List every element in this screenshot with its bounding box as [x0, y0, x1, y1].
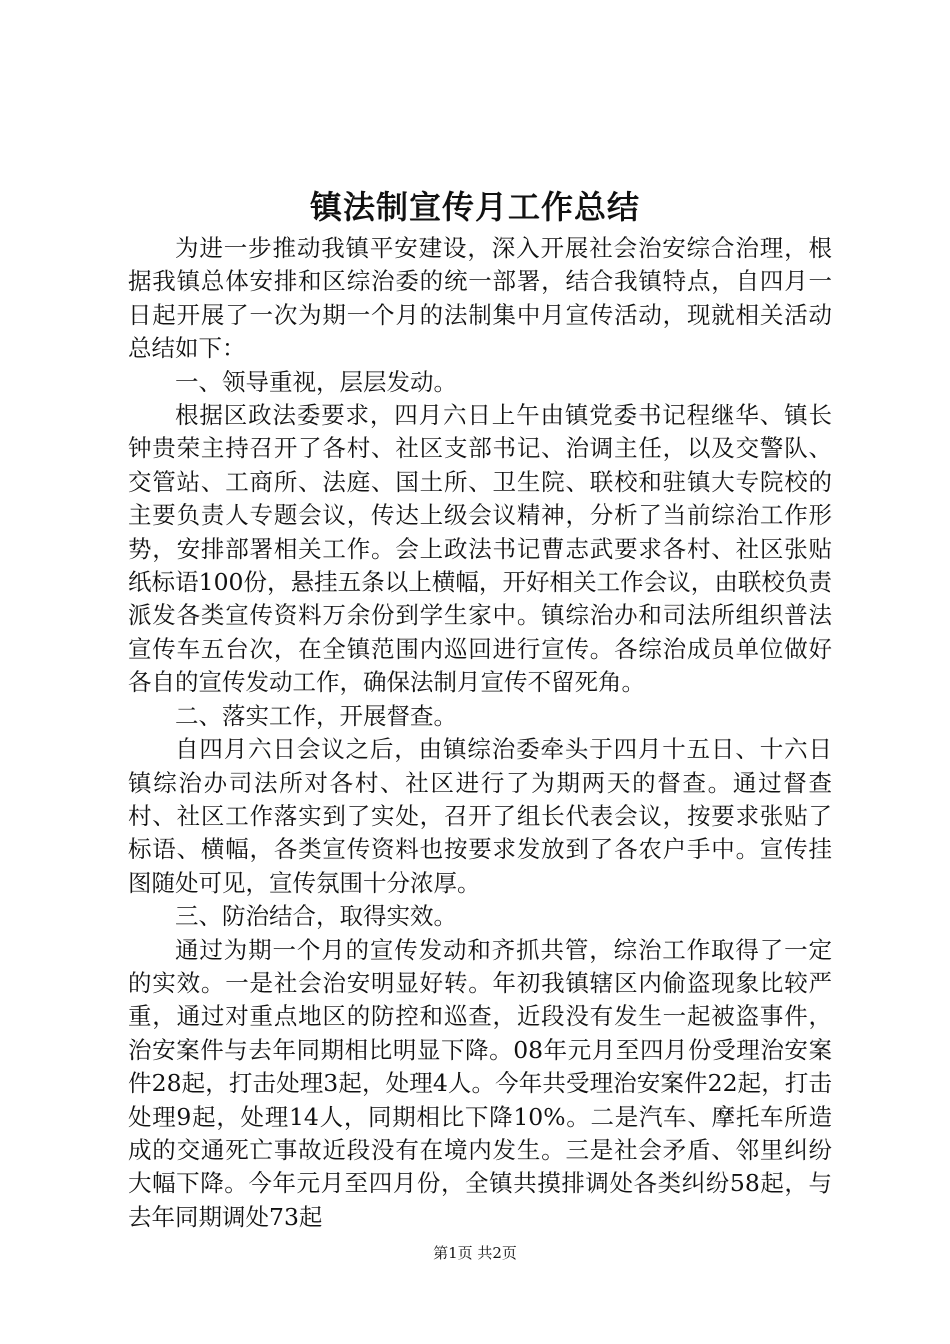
document-title: 镇法制宣传月工作总结 [309, 188, 640, 226]
page-footer: 第1页 共2页 [433, 1244, 517, 1262]
document-body [128, 232, 832, 1234]
section-1-paragraph: 根据区政法委要求，四月六日上午由镇党委书记程继华、镇长钟贵荣主持召开了各村、社区支部书记、治调主任，以及交警队、交管站、工商所、法庭、国土所、卫生院、联校和驻镇大专院校的主要负责人专题会议，传达上级会议精神，分析了当前综治工作形势，安排部署相关工作。会上政法书记曹志武要求各村、社区张贴纸标语100份，悬挂五条以上横幅，开好相关工作会议，由联校负责派发各类宣传资料万余份到学生家中。镇综治办和司法所组织普法宣传车五台次，在全镇范围内巡回进行宣传。各综治成员单位做好各自的宣传发动工作，确保法制月宣传不留死角。 [128, 401, 832, 697]
intro-paragraph: 为进一步推动我镇平安建设，深入开展社会治安综合治理，根据我镇总体安排和区综治委的统一部署，结合我镇特点，自四月一日起开展了一次为期一个月的法制集中月宣传活动，现就相关活动总结如下： [128, 234, 832, 363]
section-3-paragraph: 通过为期一个月的宣传发动和齐抓共管，综治工作取得了一定的实效。一是社会治安明显好转。年初我镇辖区内偷盗现象比较严重，通过对重点地区的防控和巡查，近段没有发生一起被盗事件，治安案件与去年同期相比明显下降。08年元月至四月份受理治安案件28起，打击处理3起，处理4人。今年共受理治安案件22起，打击处理9起，处理14人，同期相比下降10%。二是汽车、摩托车所造成的交通死亡事故近段没有在境内发生。三是社会矛盾、邻里纠纷大幅下降。今年元月至四月份，全镇共摸排调处各类纠纷58起，与去年同期调处73起 [128, 935, 832, 1231]
section-heading-1: 一、领导重视，层层发动。 [175, 367, 457, 396]
section-2-paragraph: 自四月六日会议之后，由镇综治委牵头于四月十五日、十六日镇综治办司法所对各村、社区进行了为期两天的督查。通过督查村、社区工作落实到了实处，召开了组长代表会议，按要求张贴了标语、横幅，各类宣传资料也按要求发放到了各农户手中。宣传挂图随处可见，宣传氛围十分浓厚。 [128, 735, 832, 897]
section-heading-2: 二、落实工作，开展督查。 [175, 701, 457, 730]
section-heading-3: 三、防治结合，取得实效。 [175, 902, 457, 931]
